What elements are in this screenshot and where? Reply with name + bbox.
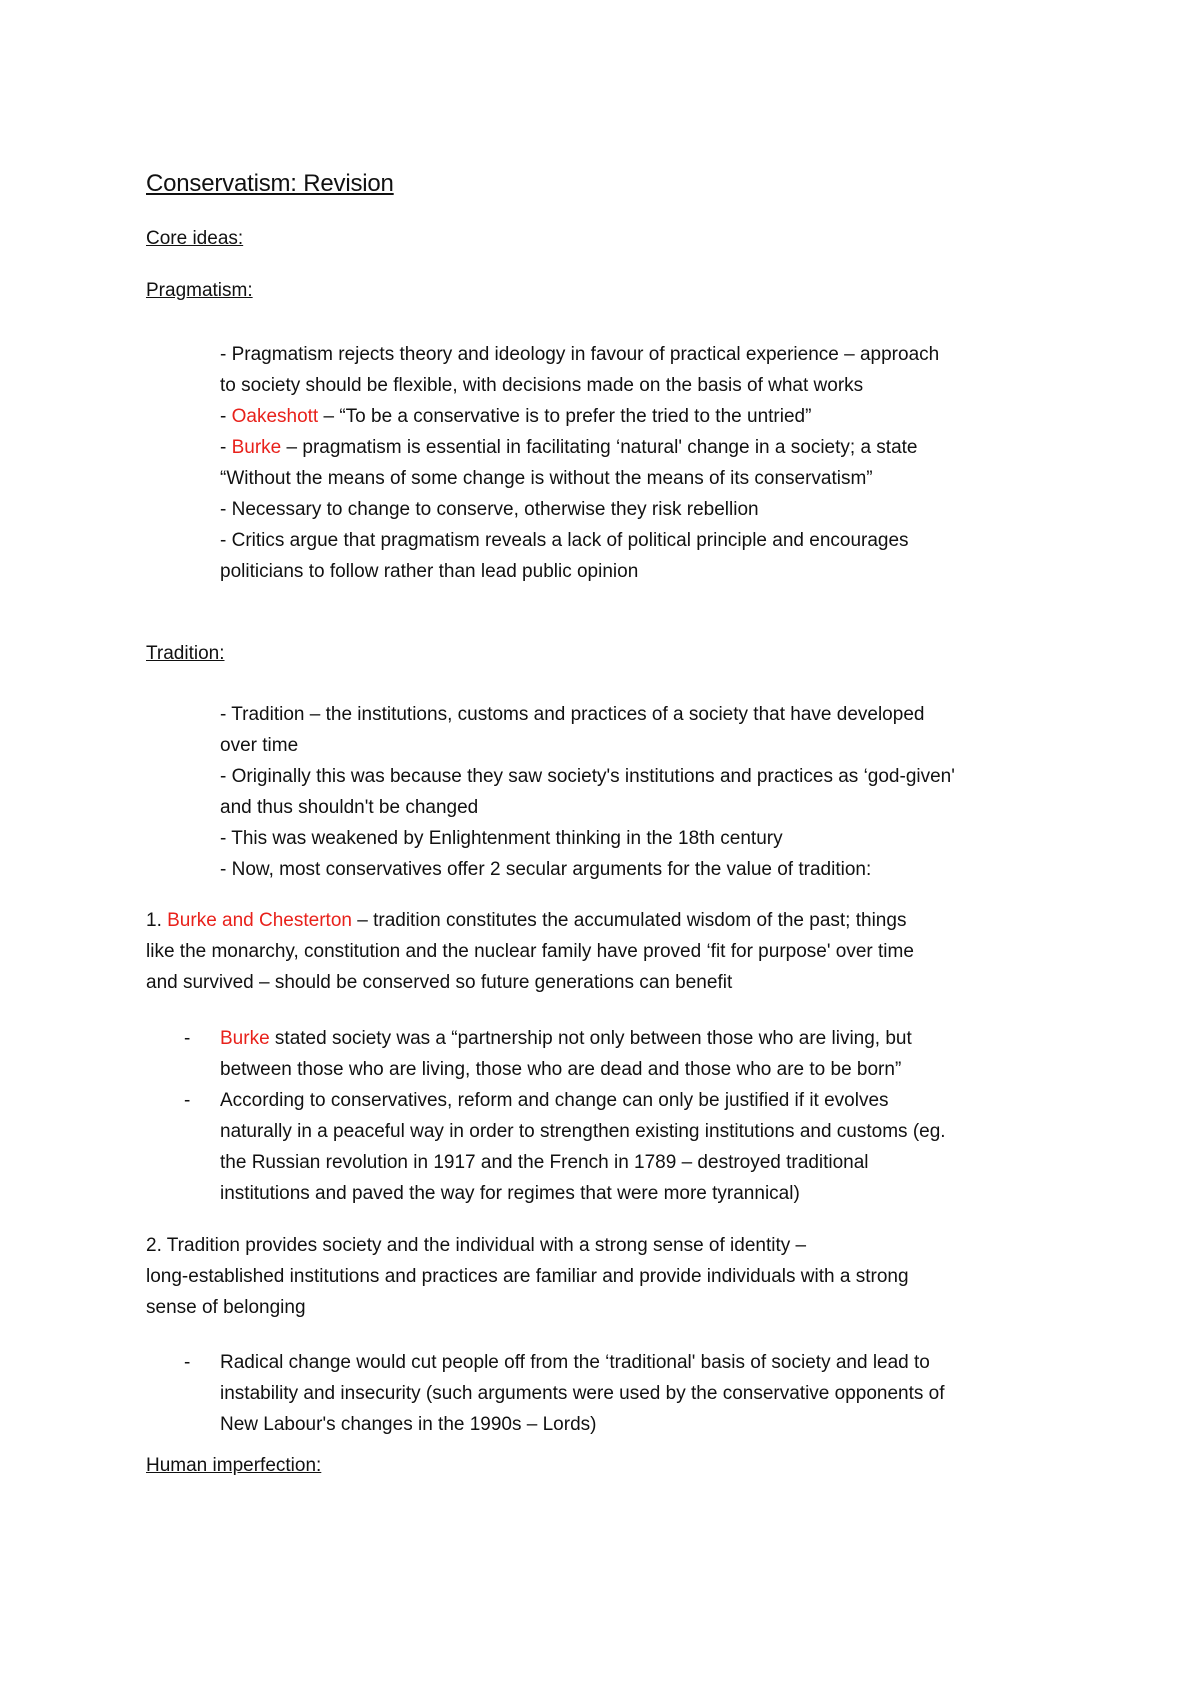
text-line [146,967,914,998]
author-name: Oakeshott [231,406,319,427]
line-text: sense of belonging [146,1297,306,1318]
tradition-point-2 [146,1230,909,1323]
text-line [220,1147,946,1178]
line-text: and survived – should be conserved so future generations can benefit [146,972,733,993]
line-text: like the monarchy, constitution and the nuclear family have proved ‘fit for purpose' over time [146,941,914,962]
tradition-point-1 [146,905,914,998]
text-line [220,463,939,494]
core-ideas-heading: Core ideas: [146,228,244,249]
line-text: institutions and paved the way for regimes that were more tyrannical) [220,1183,800,1204]
text-line [220,1178,946,1209]
text-line [220,370,939,401]
author-name: Burke [231,437,282,458]
text-line [220,1347,945,1378]
document-title: Conservatism: Revision [146,170,394,197]
text-line [220,339,939,370]
bullet-dash: - [184,1090,191,1111]
line-text: to society should be flexible, with decisions made on the basis of what works [220,375,864,396]
line-text: – tradition constitutes the accumulated wisdom of the past; things [351,910,907,931]
line-text: - Now, most conservatives offer 2 secular arguments for the value of tradition: [220,859,872,880]
text-line [220,1116,946,1147]
line-text: the Russian revolution in 1917 and the French in 1789 – destroyed traditional [220,1152,869,1173]
tradition-point-2-bullets [146,1347,945,1440]
line-text: over time [220,735,299,756]
text-line [220,699,955,730]
line-text: between those who are living, those who are dead and those who are to be born” [220,1059,902,1080]
line-text: – “To be a conservative is to prefer the tried to the untried” [318,406,812,427]
author-name: Burke and Chesterton [167,910,352,931]
line-text: politicians to follow rather than lead public opinion [220,561,639,582]
text-line [220,1378,945,1409]
text-line [220,1023,946,1054]
text-line [220,525,939,556]
line-text: According to conservatives, reform and change can only be justified if it evolves [220,1090,889,1111]
text-line [146,936,914,967]
line-text: naturally in a peaceful way in order to strengthen existing institutions and customs (eg. [220,1121,946,1142]
text-line [146,1230,909,1261]
line-text: - Pragmatism rejects theory and ideology in favour of practical experience – approach [220,344,940,365]
line-text: 2. Tradition provides society and the individual with a strong sense of identity – [146,1235,807,1256]
line-text: instability and insecurity (such arguments were used by the conservative opponents of [220,1383,945,1404]
tradition-notes [220,699,955,885]
line-text: Radical change would cut people off from the ‘traditional' basis of society and lead to [220,1352,930,1373]
text-line [220,792,955,823]
text-line [220,1085,946,1116]
text-line [220,730,955,761]
list-item [146,1085,946,1209]
text-line [146,1292,909,1323]
line-text: - Originally this was because they saw society's institutions and practices as ‘god-given' [220,766,955,787]
text-line [220,401,939,432]
line-text: - Tradition – the institutions, customs and practices of a society that have developed [220,704,925,725]
text-line [146,1261,909,1292]
tradition-heading: Tradition: [146,643,225,664]
line-text: - This was weakened by Enlightenment thinking in the 18th century [220,828,783,849]
line-text: stated society was a “partnership not only between those who are living, but [269,1028,912,1049]
text-line [220,1054,946,1085]
list-item [146,1023,946,1085]
text-line [220,1409,945,1440]
tradition-point-1-bullets [146,1023,946,1209]
human-imperfection-heading: Human imperfection: [146,1455,322,1476]
list-item [146,1347,945,1440]
line-text: – pragmatism is essential in facilitating ‘natural' change in a society; a state [281,437,918,458]
text-line [220,854,955,885]
line-text: - [220,437,232,458]
line-text: long-established institutions and practices are familiar and provide individuals with a strong [146,1266,909,1287]
text-line [220,556,939,587]
text-line [220,494,939,525]
bullet-dash: - [184,1352,191,1373]
pragmatism-notes [220,339,939,587]
text-line [146,905,914,936]
line-text: 1. [146,910,168,931]
text-line [220,432,939,463]
line-text: - Necessary to change to conserve, otherwise they risk rebellion [220,499,759,520]
pragmatism-heading: Pragmatism: [146,280,253,301]
author-name: Burke [220,1028,270,1049]
line-text: New Labour's changes in the 1990s – Lords) [220,1414,597,1435]
bullet-dash: - [184,1028,191,1049]
line-text: - Critics argue that pragmatism reveals a lack of political principle and encourages [220,530,909,551]
line-text: and thus shouldn't be changed [220,797,479,818]
text-line [220,823,955,854]
text-line [220,761,955,792]
line-text: - [220,406,232,427]
line-text: “Without the means of some change is without the means of its conservatism” [220,468,873,489]
